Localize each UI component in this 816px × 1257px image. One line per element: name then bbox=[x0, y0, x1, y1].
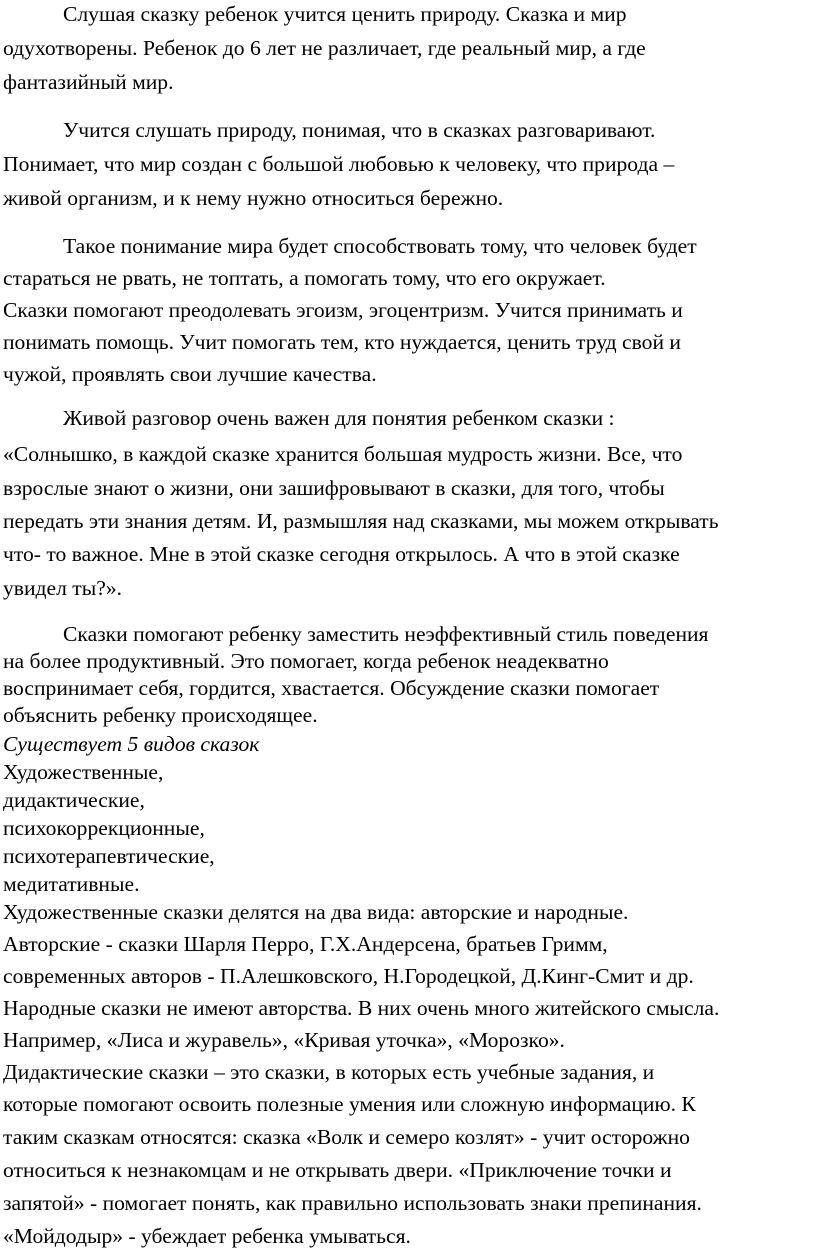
paragraph-5-line-3: воспринимает себя, гордится, хвастается. Обсуждение сказки помогает bbox=[3, 676, 660, 700]
closing-line-2: Авторские - сказки Шарля Перро, Г.Х.Андерсена, братьев Гримм, bbox=[3, 932, 608, 956]
paragraph-3-line-1: Такое понимание мира будет способствовать тому, что человек будет bbox=[63, 234, 697, 258]
paragraph-4-line-5: что- то важное. Мне в этой сказке сегодня открылось. А что в этой сказке bbox=[3, 542, 680, 566]
types-list-item: дидактические, bbox=[3, 788, 145, 812]
paragraph-4-line-1: Живой разговор очень важен для понятия ребенком сказки : bbox=[63, 406, 615, 430]
types-heading: Существует 5 видов сказок bbox=[3, 732, 260, 756]
types-list-item: Художественные, bbox=[3, 760, 164, 784]
paragraph-1-line-3: фантазийный мир. bbox=[3, 70, 174, 94]
paragraph-3-line-3: Сказки помогают преодолевать эгоизм, эгоцентризм. Учится принимать и bbox=[3, 298, 683, 322]
paragraph-4-line-4: передать эти знания детям. И, размышляя над сказками, мы можем открывать bbox=[3, 509, 719, 533]
paragraph-5-line-4: объяснить ребенку происходящее. bbox=[3, 703, 318, 727]
closing-line-3: современных авторов - П.Алешковского, Н.Городецкой, Д.Кинг-Смит и др. bbox=[3, 964, 694, 988]
closing-line-7: которые помогают освоить полезные умения или сложную информацию. К bbox=[3, 1092, 696, 1116]
paragraph-2-line-2: Понимает, что мир создан с большой любовью к человеку, что природа – bbox=[3, 152, 675, 176]
closing-line-8: таким сказкам относятся: сказка «Волк и семеро козлят» - учит осторожно bbox=[3, 1125, 690, 1149]
types-list-item: медитативные. bbox=[3, 872, 140, 896]
closing-line-9: относиться к незнакомцам и не открывать двери. «Приключение точки и bbox=[3, 1158, 672, 1182]
paragraph-3-line-5: чужой, проявлять свои лучшие качества. bbox=[3, 362, 377, 386]
closing-line-5: Например, «Лиса и журавель», «Кривая уточка», «Морозко». bbox=[3, 1028, 565, 1052]
paragraph-5-line-2: на более продуктивный. Это помогает, когда ребенок неадекватно bbox=[3, 649, 609, 673]
closing-line-11: «Мойдодыр» - убеждает ребенка умываться. bbox=[3, 1224, 411, 1248]
paragraph-1-line-2: одухотворены. Ребенок до 6 лет не различает, где реальный мир, а где bbox=[3, 36, 646, 60]
closing-line-4: Народные сказки не имеют авторства. В них очень много житейского смысла. bbox=[3, 996, 720, 1020]
paragraph-5-line-1: Сказки помогают ребенку заместить неэффективный стиль поведения bbox=[63, 622, 709, 646]
closing-line-1: Художественные сказки делятся на два вида: авторские и народные. bbox=[3, 900, 629, 924]
paragraph-3-line-4: понимать помощь. Учит помогать тем, кто нуждается, ценить труд свой и bbox=[3, 330, 681, 354]
types-list-item: психотерапевтические, bbox=[3, 844, 215, 868]
paragraph-3-line-2: стараться не рвать, не топтать, а помогать тому, что его окружает. bbox=[3, 266, 606, 290]
paragraph-1-line-1: Слушая сказку ребенок учится ценить природу. Сказка и мир bbox=[63, 2, 627, 26]
types-list-item: психокоррекционные, bbox=[3, 816, 205, 840]
paragraph-4-line-2: «Солнышко, в каждой сказке хранится большая мудрость жизни. Все, что bbox=[3, 442, 683, 466]
closing-line-10: запятой» - помогает понять, как правильно использовать знаки препинания. bbox=[3, 1191, 702, 1215]
paragraph-2-line-3: живой организм, и к нему нужно относиться бережно. bbox=[3, 186, 504, 210]
closing-line-6: Дидактические сказки – это сказки, в которых есть учебные задания, и bbox=[3, 1060, 655, 1084]
paragraph-4-line-3: взрослые знают о жизни, они зашифровывают в сказки, для того, чтобы bbox=[3, 476, 665, 500]
paragraph-2-line-1: Учится слушать природу, понимая, что в сказках разговаривают. bbox=[63, 118, 656, 142]
paragraph-4-line-6: увидел ты?». bbox=[3, 576, 123, 600]
